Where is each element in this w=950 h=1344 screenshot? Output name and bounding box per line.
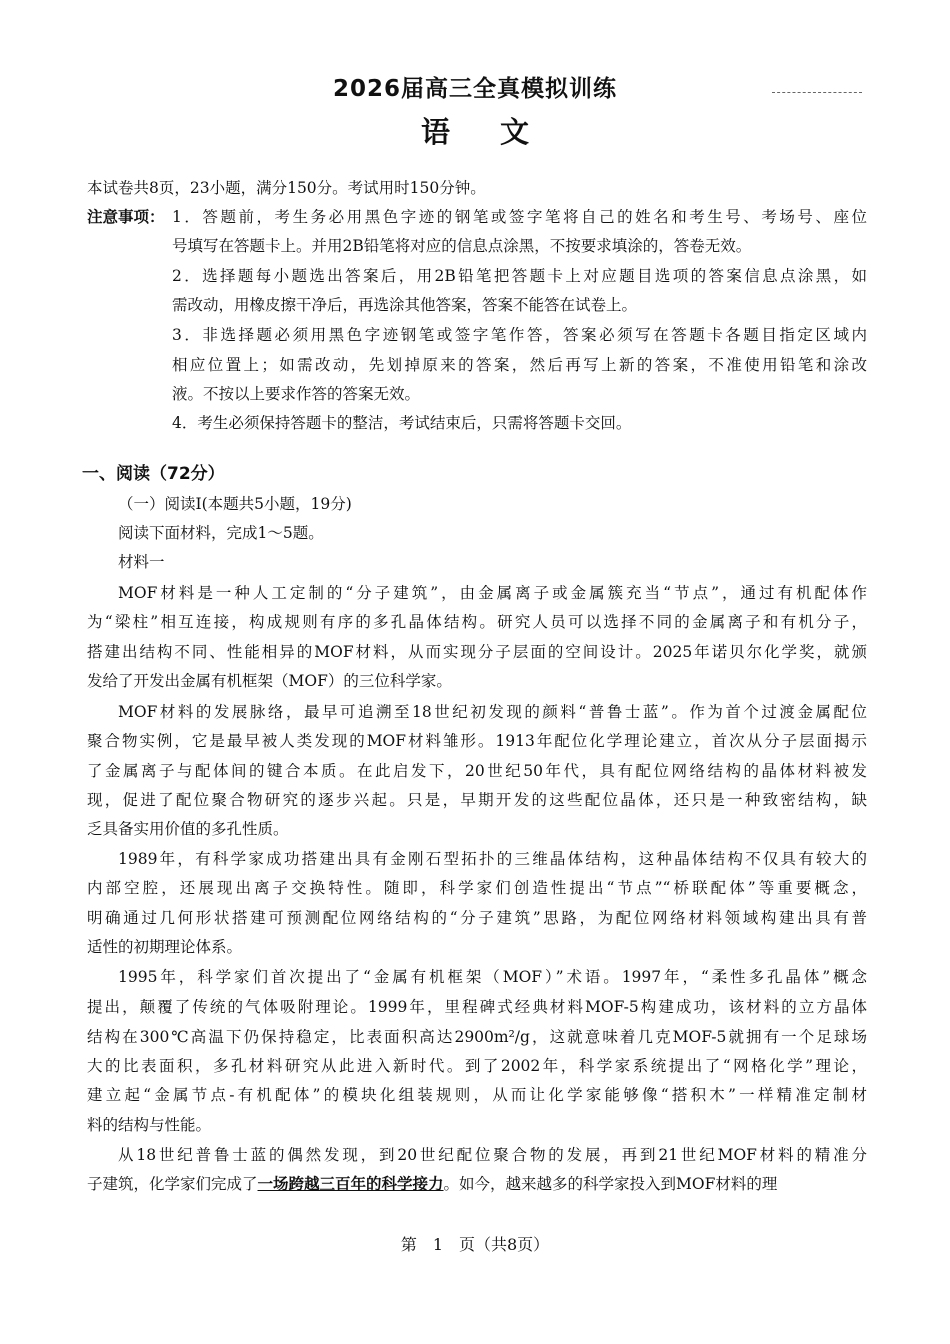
- paragraph-1-line-2: 为“梁柱”相互连接，构成规则有序的多孔晶体结构。研究人员可以选择不同的金属离子和有机分子，: [87, 613, 867, 631]
- paragraph-5-rest: 。如今，越来越多的科学家投入到MOF材料的理: [443, 1175, 778, 1193]
- exam-title: 2026届高三全真模拟训练: [332, 76, 617, 102]
- paragraph-2-line-3: 了金属离子与配体间的键合本质。在此启发下，20世纪50年代，具有配位网络结构的晶体材料被发: [87, 762, 867, 780]
- paragraph-5-line-2: [87, 1174, 867, 1194]
- notice-item-2-line-2: 需改动，用橡皮擦干净后，再选涂其他答案，答案不能答在试卷上。: [172, 296, 638, 314]
- paragraph-2-line-4: 现，促进了配位聚合物研究的逐步兴起。只是，早期开发的这些配位晶体，还只是一种致密结构，缺: [87, 791, 867, 809]
- paragraph-3-line-1: 1989年，有科学家成功搭建出具有金刚石型拓扑的三维晶体结构，这种晶体结构不仅具有较大的: [118, 850, 867, 868]
- paragraph-4-line-5: 建立起“金属节点-有机配体”的模块化组装规则，从而让化学家能够像“搭积木”一样精准定制材: [87, 1086, 867, 1104]
- corner-mark: [772, 92, 862, 93]
- intro-line: 本试卷共8页，23小题，满分150分。考试用时150分钟。: [87, 179, 486, 197]
- paragraph-2-line-5: 乏具备实用价值的多孔性质。: [87, 820, 289, 838]
- page-footer: 第 1 页（共8页）: [400, 1235, 550, 1254]
- paragraph-1-line-3: 搭建出结构不同、性能相异的MOF材料，从而实现分子层面的空间设计。2025年诺贝尔化学奖，就颁: [87, 643, 867, 661]
- notice-item-3-line-3: 液。不按以上要求作答的答案无效。: [172, 385, 421, 403]
- notice-label: 注意事项：: [87, 208, 165, 226]
- paragraph-2-line-1: MOF材料的发展脉络，最早可追溯至18世纪初发现的颜料“普鲁士蓝”。作为首个过渡金属配位: [118, 703, 867, 721]
- paragraph-5-lead: 子建筑，化学家们完成了: [87, 1175, 258, 1193]
- material-label: 材料一: [118, 553, 165, 571]
- paragraph-2-line-2: 聚合物实例，它是最早被人类发现的MOF材料雏形。1913年配位化学理论建立，首次从分子层面揭示: [87, 732, 867, 750]
- underlined-phrase: 一场跨越三百年的科学接力: [257, 1174, 444, 1193]
- notice-item-1-line-1: 1．答题前，考生务必用黑色字迹的钢笔或签字笔将自己的姓名和考生号、考场号、座位: [172, 208, 867, 226]
- paragraph-4-line-1: 1995年，科学家们首次提出了“金属有机框架（MOF）”术语。1997年，“柔性多孔晶体”概念: [118, 968, 867, 986]
- paragraph-1-line-4: 发给了开发出金属有机框架（MOF）的三位科学家。: [87, 672, 452, 690]
- paragraph-5-line-1: 从18世纪普鲁士蓝的偶然发现，到20世纪配位聚合物的发展，再到21世纪MOF材料的精准分: [118, 1146, 867, 1164]
- subject-title: 语文: [420, 115, 579, 149]
- paragraph-1-line-1: MOF材料是一种人工定制的“分子建筑”，由金属离子或金属簇充当“节点”，通过有机配体作: [118, 584, 867, 602]
- paragraph-3-line-2: 内部空腔，还展现出离子交换特性。随即，科学家们创造性提出“节点”“桥联配体”等重要概念，: [87, 879, 867, 897]
- notice-item-4-line-1: 4．考生必须保持答题卡的整洁，考试结束后，只需将答题卡交回。: [172, 414, 632, 432]
- paragraph-4-line-3: 结构在300℃高温下仍保持稳定，比表面积高达2900m²/g，这就意味着几克MOF-5就拥有一个足球场: [87, 1028, 867, 1046]
- notice-item-1-line-2: 号填写在答题卡上。并用2B铅笔将对应的信息点涂黑，不按要求填涂的，答卷无效。: [172, 237, 752, 255]
- reading-instruction: 阅读下面材料，完成1～5题。: [118, 524, 324, 542]
- paragraph-4-line-2: 提出，颠覆了传统的气体吸附理论。1999年，里程碑式经典材料MOF-5构建成功，该材料的立方晶体: [87, 998, 867, 1016]
- paragraph-4-line-4: 大的比表面积，多孔材料研究从此进入新时代。到了2002年，科学家系统提出了“网格化学”理论，: [87, 1057, 867, 1075]
- notice-item-2-line-1: 2．选择题每小题选出答案后，用2B铅笔把答题卡上对应题目选项的答案信息点涂黑，如: [172, 267, 867, 285]
- paragraph-3-line-3: 明确通过几何形状搭建可预测配位网络结构的“分子建筑”思路，为配位网络材料领域构建出具有普: [87, 909, 867, 927]
- paragraph-4-line-6: 料的结构与性能。: [87, 1116, 212, 1134]
- paragraph-3-line-4: 适性的初期理论体系。: [87, 938, 243, 956]
- section-heading: 一、阅读（72分）: [82, 464, 225, 484]
- notice-item-3-line-2: 相应位置上；如需改动，先划掉原来的答案，然后再写上新的答案，不准使用铅笔和涂改: [172, 356, 867, 374]
- notice-item-3-line-1: 3．非选择题必须用黑色字迹钢笔或签字笔作答，答案必须写在答题卡各题目指定区域内: [172, 326, 867, 344]
- subsection-heading: （一）阅读Ⅰ(本题共5小题，19分): [118, 495, 352, 513]
